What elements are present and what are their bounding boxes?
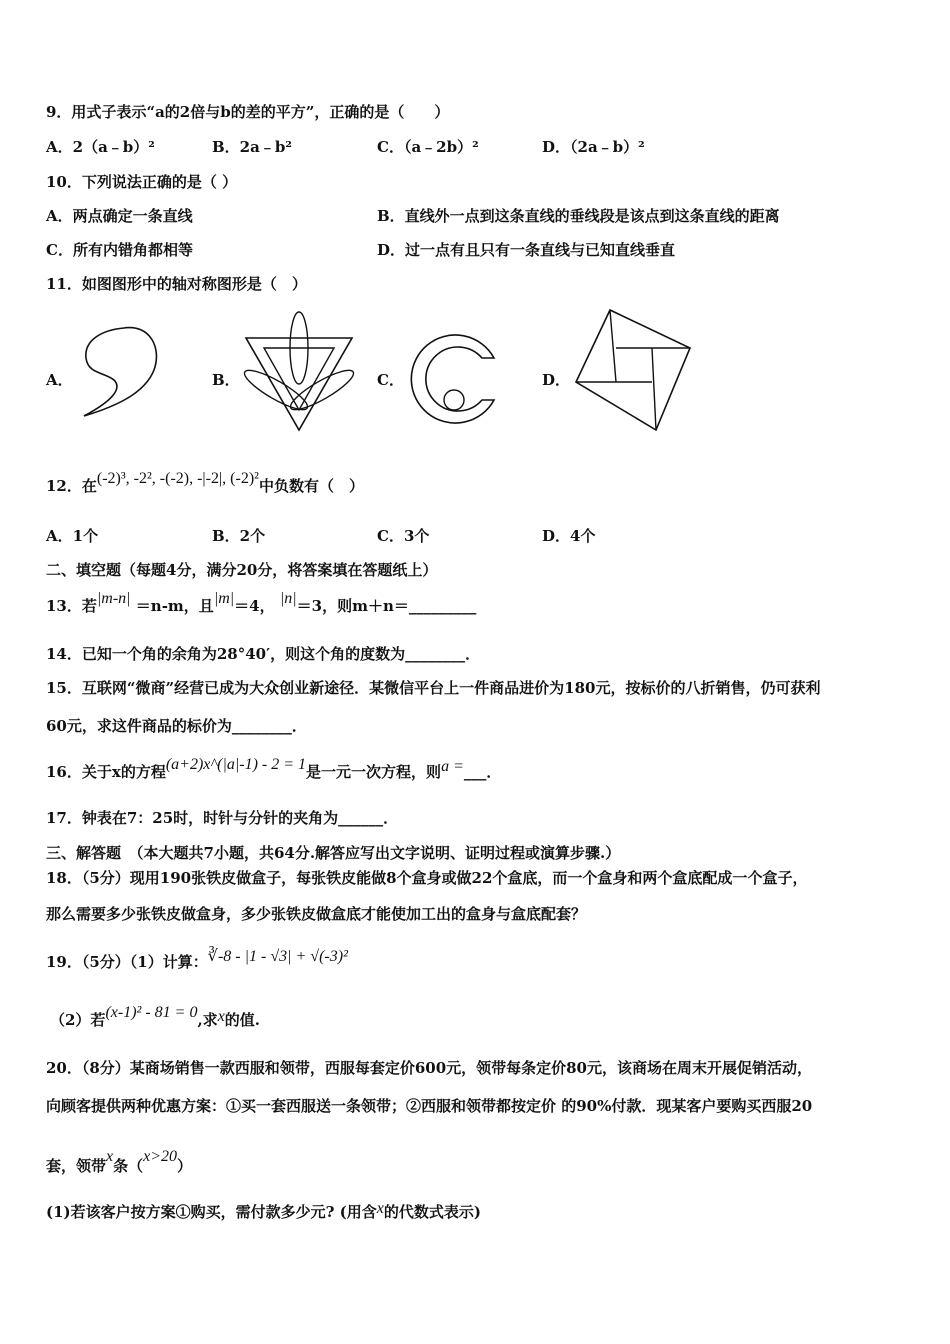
q16-variable-a: a = xyxy=(441,758,464,775)
q9-option-a: A．2（a﹣b）² xyxy=(46,138,155,156)
q16-prefix: 16．关于x的方程 xyxy=(46,763,166,781)
q10-option-d: D．过一点有且只有一条直线与已知直线垂直 xyxy=(377,241,676,259)
section-solve-title: 三、解答题 （本大题共7小题，共64分.解答应写出文字说明、证明过程或演算步骤.） xyxy=(46,844,621,862)
q13-expr-abs-m-minus-n: |m-n| xyxy=(96,590,131,607)
q11-option-b: B． xyxy=(212,371,240,389)
q14-stem: 14．已知一个角的余角为28°40′，则这个角的度数为________． xyxy=(46,645,481,663)
q20-line2: 向顾客提供两种优惠方案：①买一套西服送一条领带；②西服和领带都按定价 的90%付款．现某客户要购买西服20 xyxy=(46,1097,813,1115)
q19-part2-suffix: 的值. xyxy=(224,1011,261,1029)
q13-expr-abs-m: |m| xyxy=(213,590,235,607)
q17-stem: 17．钟表在7：25时，时针与分针的夹角为______． xyxy=(46,809,399,827)
q13-stem xyxy=(46,590,477,617)
c-ring-figure-c xyxy=(402,328,502,430)
q19-part2-equation: (x-1)² - 81 = 0 xyxy=(105,1004,198,1021)
q12-suffix: 中负数有（ ） xyxy=(258,477,364,495)
q19-part2-mid: ,求 xyxy=(197,1011,218,1029)
curl-figure-a xyxy=(74,318,164,422)
q16-stem xyxy=(46,756,502,783)
q19-part2 xyxy=(50,1004,261,1031)
q13-mid2: ＝4， xyxy=(234,597,275,615)
q20-line3-var: x xyxy=(106,1148,114,1165)
q12-option-d: D．4个 xyxy=(542,527,596,545)
q10-stem: 10．下列说法正确的是（ ） xyxy=(46,173,238,191)
q18-line2: 那么需要多少张铁皮做盒身，多少张铁皮做盒底才能使加工出的盒身与盒底配套？ xyxy=(46,905,587,923)
q12-stem xyxy=(46,470,364,497)
q11-option-a: A． xyxy=(46,371,73,389)
q10-option-a: A．两点确定一条直线 xyxy=(46,207,193,225)
q13-prefix: 13．若 xyxy=(46,597,97,615)
q13-mid1: ＝n-m，且 xyxy=(135,597,214,615)
q20-sub1-prefix: (1)若该客户按方案①购买，需付款多少元? (用含 xyxy=(46,1203,377,1221)
q19-part2-var: x xyxy=(217,1008,225,1025)
q15-line1: 15．互联网“微商”经营已成为大众创业新途径．某微信平台上一件商品进价为180元，按标价的八折销售，仍可获利 xyxy=(46,679,821,697)
star-triangle-figure-b xyxy=(240,308,358,436)
q19-prefix: 19．（5分）（1）计算： xyxy=(46,953,208,971)
q12-prefix: 12．在 xyxy=(46,477,97,495)
q9-option-c: C．（a﹣2b）² xyxy=(377,138,479,156)
q18-line1: 18．（5分）现用190张铁皮做盒子，每张铁皮能做8个盒身或做22个盒底，而一个盒身和两个盒底配成一个盒子， xyxy=(46,869,808,887)
q15-line2: 60元，求这件商品的标价为________． xyxy=(46,717,307,735)
q11-option-c: C． xyxy=(377,371,404,389)
q9-option-d: D．（2a﹣b）² xyxy=(542,138,645,156)
q13-expr-abs-n: |n| xyxy=(279,590,297,607)
q20-line3-condition: x>20 xyxy=(143,1148,178,1165)
q19-part1 xyxy=(46,948,348,973)
q11-stem: 11．如图图形中的轴对称图形是（ ） xyxy=(46,275,307,293)
section-fill-in-title: 二、填空题（每题4分，满分20分，将答案填在答题纸上） xyxy=(46,561,438,579)
q12-expression: (-2)³, -2², -(-2), -|-2|, (-2)² xyxy=(96,470,259,487)
q20-sub1-var: x xyxy=(376,1200,384,1217)
q13-suffix: ＝3，则m＋n＝_________ xyxy=(296,597,477,615)
q20-sub1 xyxy=(46,1202,481,1223)
q12-option-c: C．3个 xyxy=(377,527,430,545)
q20-line3-mid: 条（ xyxy=(113,1157,144,1175)
q16-mid: 是一元一次方程，则 xyxy=(306,763,442,781)
q20-line3-prefix: 套，领带 xyxy=(46,1157,107,1175)
q20-sub1-suffix: 的代数式表示) xyxy=(383,1203,481,1221)
q10-option-b: B．直线外一点到这条直线的垂线段是该点到这条直线的距离 xyxy=(377,207,780,225)
q12-option-b: B．2个 xyxy=(212,527,266,545)
q20-line3 xyxy=(46,1148,193,1177)
q9-option-b: B．2a﹣b² xyxy=(212,138,292,156)
q10-option-c: C．所有内错角都相等 xyxy=(46,241,193,259)
q9-stem: 9．用式子表示“a的2倍与b的差的平方”，正确的是（ ） xyxy=(46,103,450,121)
q16-suffix: ___． xyxy=(463,763,502,781)
q16-equation: (a+2)x^(|a|-1) - 2 = 1 xyxy=(165,756,307,773)
pinwheel-square-figure-d xyxy=(572,306,694,434)
q20-line3-suffix: ） xyxy=(177,1157,193,1175)
q11-option-d: D． xyxy=(542,371,571,389)
q20-line1: 20．（8分）某商场销售一款西服和领带，西服每套定价600元，领带每条定价80元，该商场在周末开展促销活动， xyxy=(46,1059,813,1077)
q19-expression: ∛-8 - |1 - √3| + √(-3)² xyxy=(207,948,348,965)
q19-part2-prefix: （2）若 xyxy=(50,1011,106,1029)
q12-option-a: A．1个 xyxy=(46,527,99,545)
